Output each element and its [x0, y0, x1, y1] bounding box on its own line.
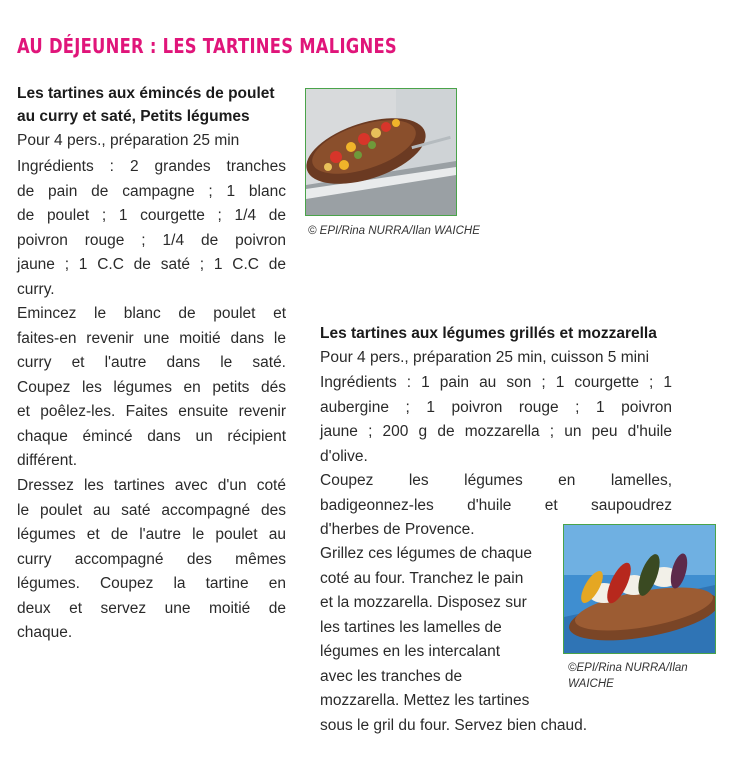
recipe2-step2-line: avec les tranches de	[320, 667, 463, 685]
recipe2-step1-line: Coupez les légumes en lamelles,	[320, 472, 672, 489]
recipe2-photo	[563, 524, 716, 654]
page-title: AU DÉJEUNER : LES TARTINES MALIGNES	[17, 34, 397, 58]
recipe1-title	[17, 82, 286, 128]
recipe2-step2-line: les tartines les lamelles de	[320, 618, 502, 636]
recipe1-step1-line: chaque émincé dans un récipient	[17, 427, 286, 445]
recipe1-step1-line: Coupez les légumes en petits dés	[17, 378, 286, 396]
recipe1-step2-line: légumes et de l'autre le poulet au	[17, 526, 286, 543]
recipe2-step2-line: Grillez ces légumes de chaque	[320, 545, 532, 562]
recipe1-step2	[17, 474, 286, 646]
recipe1-step2-line: légumes. Coupez la tartine en	[17, 575, 286, 592]
recipe2-photo-credit-line: WAICHE	[568, 678, 614, 690]
recipe1-step2-line: chaque.	[17, 624, 73, 641]
recipe1-ingredients	[17, 155, 286, 302]
recipe1-ingredients-line: Ingrédients : 2 grandes tranches	[17, 158, 286, 175]
recipe1-ingredients-line: jaune ; 1 C.C de saté ; 1 C.C de	[17, 256, 286, 273]
recipe2-step2-line: coté au four. Tranchez le pain	[320, 569, 524, 587]
recipe1-ingredients-line: curry.	[17, 280, 55, 298]
recipe1-step1-line: Emincez le blanc de poulet et	[17, 305, 286, 322]
recipe1-title-line: au curry et saté, Petits légumes	[17, 108, 250, 125]
recipe2-step1-line: badigeonnez-les d'huile et saupoudrez	[320, 496, 672, 514]
recipe2-servings: Pour 4 pers., préparation 25 min, cuisson 5 mini	[320, 349, 650, 366]
recipe2-ingredients-line: d'olive.	[320, 447, 368, 465]
recipe2-ingredients-line: aubergine ; 1 poivron rouge ; 1 poivron	[320, 398, 672, 416]
recipe2-step2-line: mozzarella. Mettez les tartines	[320, 692, 530, 709]
recipe1-step2-line: Dressez les tartines avec d'un coté	[17, 477, 286, 494]
recipe1-title-line: Les tartines aux émincés de poulet	[17, 85, 275, 102]
recipe1-photo	[305, 88, 457, 216]
recipe2-title: Les tartines aux légumes grillés et mozzarella	[320, 325, 657, 342]
recipe1-step1-line: différent.	[17, 452, 78, 469]
recipe2-photo-credit-line: ©EPI/Rina NURRA/Ilan	[568, 662, 688, 674]
recipe1-step2-line: curry accompagné des mêmes	[17, 550, 286, 568]
recipe1-ingredients-line: poivron rouge ; 1/4 de poivron	[17, 231, 286, 249]
recipe2-ingredients	[320, 371, 672, 469]
recipe2-step2-line: légumes en les intercalant	[320, 643, 501, 660]
recipe1-ingredients-line: de pain de campagne ; 1 blanc	[17, 182, 286, 200]
recipe2-step2-line: sous le gril du four. Servez bien chaud.	[320, 716, 588, 734]
recipe2-ingredients-line: Ingrédients : 1 pain au son ; 1 courgette ; 1	[320, 374, 672, 391]
recipe1-photo-credit: © EPI/Rina NURRA/Ilan WAICHE	[308, 225, 480, 237]
recipe1-step1-line: faites-en revenir une moitié dans le	[17, 329, 286, 347]
recipe1-step1-line: et poêlez-les. Faites ensuite revenir	[17, 403, 286, 420]
recipe1-step1	[17, 302, 286, 474]
recipe2-ingredients-line: jaune ; 200 g de mozzarella ; un peu d'huile	[320, 423, 672, 440]
tartine-legumes-image	[564, 525, 715, 653]
tartine-poulet-image	[306, 89, 456, 215]
recipe1-servings: Pour 4 pers., préparation 25 min	[17, 132, 240, 149]
recipe1-step2-line: deux et servez une moitié de	[17, 599, 286, 617]
recipe2-photo-credit	[568, 660, 688, 692]
recipe1-step1-line: curry et l'autre dans le saté.	[17, 354, 286, 371]
recipe2-step1-line: d'herbes de Provence.	[320, 521, 475, 538]
recipe1-ingredients-line: de poulet ; 1 courgette ; 1/4 de	[17, 207, 286, 224]
recipe1-step2-line: le poulet au saté accompagné des	[17, 501, 286, 519]
recipe2-step2-line: et la mozzarella. Disposez sur	[320, 594, 527, 611]
recipe2-step2	[320, 542, 588, 738]
